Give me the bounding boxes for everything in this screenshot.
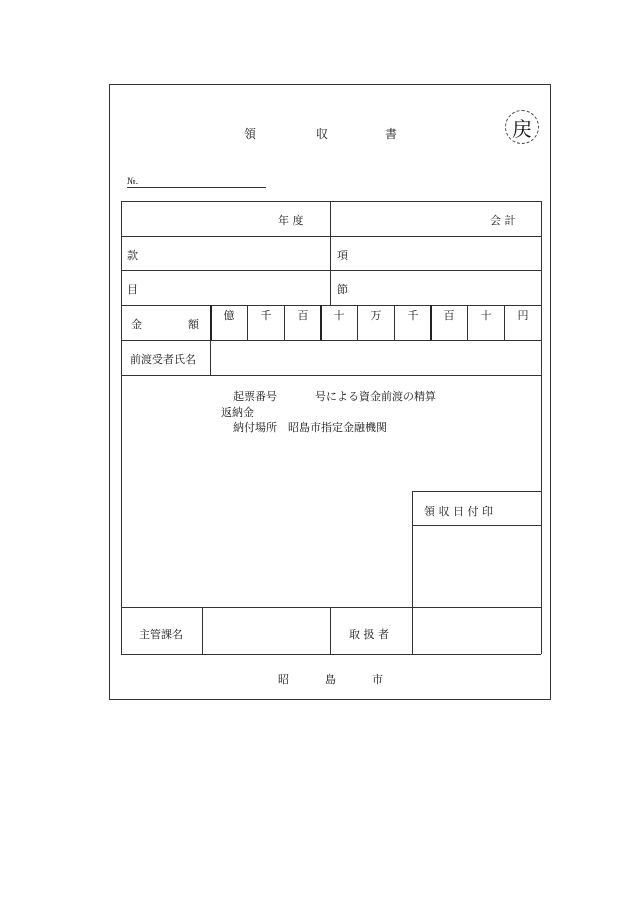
bottom-divider [202, 607, 203, 654]
digit-header-sen-2: 千 [407, 309, 419, 322]
digit-header-yen: 円 [517, 309, 529, 322]
handler-label: 取 扱 者 [349, 628, 389, 641]
digit-header-juu-2: 十 [480, 309, 492, 322]
number-field-line [127, 187, 266, 188]
row-line [121, 236, 541, 237]
table-left-border [121, 201, 122, 654]
footer-char-1: 昭 [278, 673, 289, 686]
digit-header-oku: 億 [223, 309, 235, 322]
amount-label-kin: 金 [131, 318, 142, 331]
row-line [121, 607, 541, 608]
advance-settlement-text: 号による資金前渡の精算 [315, 390, 436, 403]
digit-header-juu: 十 [333, 309, 345, 322]
row-line [121, 201, 541, 202]
stamp-box-line [412, 491, 541, 492]
number-label: №. [127, 177, 139, 187]
moku-label: 目 [127, 283, 138, 296]
payment-location-text: 納付場所 昭島市指定金融機関 [233, 421, 387, 434]
title-char-1: 領 [244, 127, 257, 141]
bottom-divider [330, 607, 331, 654]
stamp-box-border [412, 491, 413, 654]
fiscal-year-label: 年 度 [278, 214, 304, 227]
setsu-label: 節 [337, 283, 348, 296]
row-line [121, 375, 541, 376]
row-line [121, 270, 541, 271]
table-right-border [541, 201, 542, 654]
footer-char-3: 市 [372, 673, 383, 686]
digit-header-hyaku-2: 百 [443, 309, 455, 322]
recipient-name-label: 前渡受者氏名 [130, 353, 196, 366]
account-label: 会 計 [490, 214, 516, 227]
return-stamp: 戻 [505, 110, 539, 144]
column-divider [330, 201, 331, 305]
digit-header-sen: 千 [260, 309, 272, 322]
kou-label: 項 [337, 249, 348, 262]
digit-header-hyaku: 百 [297, 309, 309, 322]
digit-header-man: 万 [370, 309, 382, 322]
department-label: 主管課名 [139, 628, 183, 641]
recipient-divider [210, 340, 211, 375]
receipt-date-stamp-label: 領 収 日 付 印 [424, 505, 493, 518]
kan-label: 款 [127, 249, 138, 262]
title-char-3: 書 [385, 127, 398, 141]
refund-label: 返納金 [221, 406, 254, 419]
voucher-number-label: 起票番号 [233, 390, 277, 403]
row-line [121, 305, 541, 306]
amount-label-gaku: 額 [188, 318, 199, 331]
stamp-box-line [412, 525, 541, 526]
row-line [121, 654, 541, 655]
row-line [121, 340, 541, 341]
footer-char-2: 島 [325, 673, 336, 686]
title-char-2: 収 [316, 127, 329, 141]
